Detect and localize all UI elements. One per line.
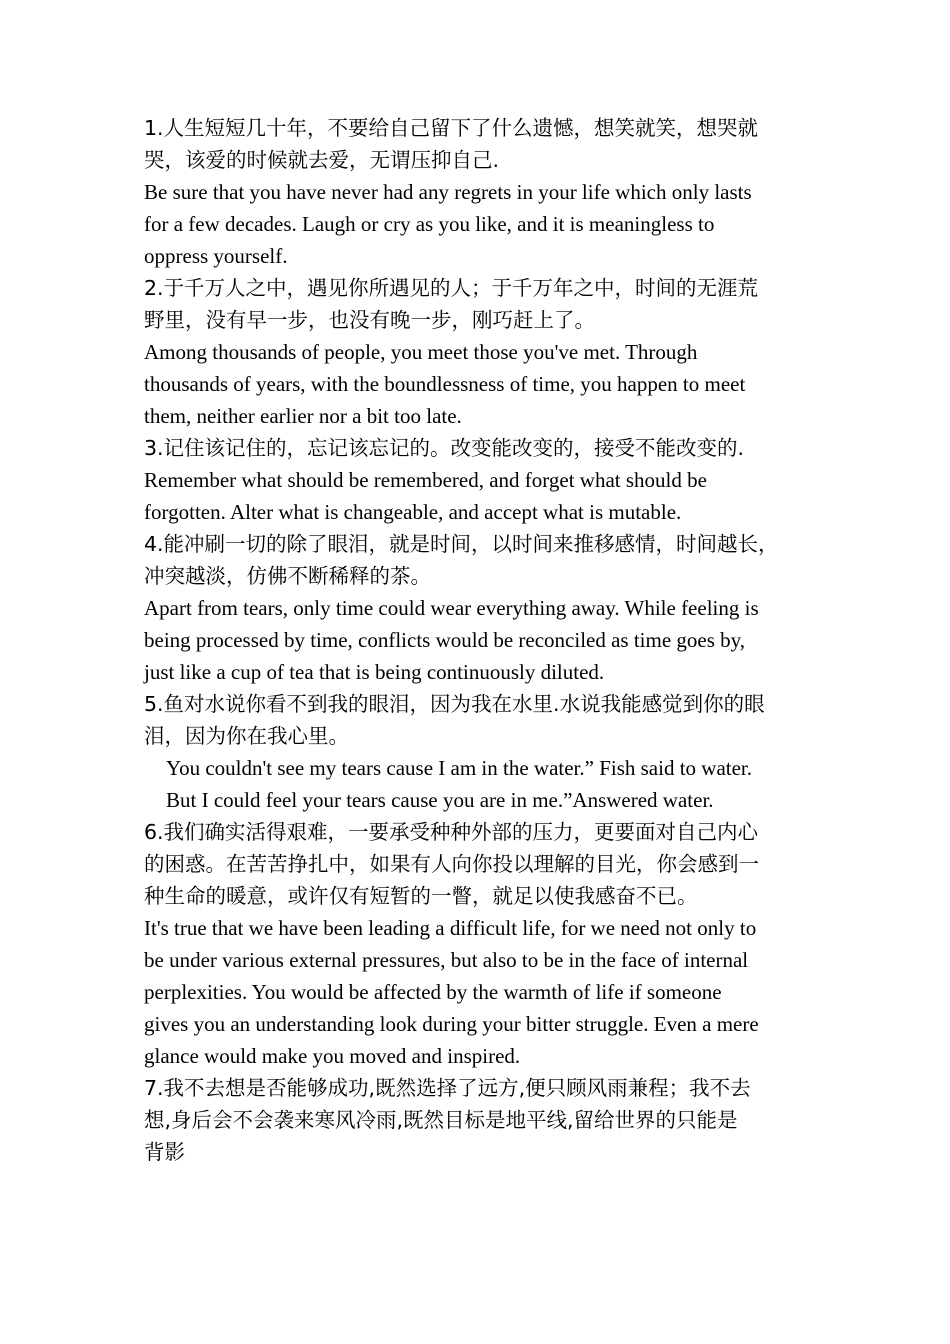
chinese-text-line: 背影 [144, 1140, 185, 1164]
english-text-line: them, neither earlier nor a bit too late. [144, 404, 462, 428]
english-text-line: be under various external pressures, but also to be in the face of internal [144, 948, 749, 972]
chinese-text-line: 2.于千万人之中，遇见你所遇见的人；于千万年之中，时间的无涯荒 [144, 276, 759, 300]
english-text-line: It's true that we have been leading a difficult life, for we need not only to [144, 916, 757, 940]
chinese-text-line: 泪，因为你在我心里。 [144, 724, 349, 748]
chinese-text-line: 野里，没有早一步，也没有晚一步，刚巧赶上了。 [144, 308, 595, 332]
chinese-text-line: 的困惑。在苦苦挣扎中，如果有人向你投以理解的目光，你会感到一 [144, 852, 759, 876]
english-text-line: being processed by time, conflicts would be reconciled as time goes by, [144, 628, 746, 652]
chinese-text-line: 6.我们确实活得艰难，一要承受种种外部的压力，更要面对自己内心 [144, 820, 759, 844]
chinese-text-line: 4.能冲刷一切的除了眼泪，就是时间，以时间来推移感情，时间越长， [144, 532, 779, 556]
english-text-line: Remember what should be remembered, and forget what should be [144, 468, 707, 492]
quote-entry-7 [144, 1072, 812, 1168]
chinese-text-line: 5.鱼对水说你看不到我的眼泪，因为我在水里.水说我能感觉到你的眼 [144, 692, 765, 716]
document-page [144, 112, 812, 1168]
english-text-line: for a few decades. Laugh or cry as you like, and it is meaningless to [144, 212, 715, 236]
chinese-text-line: 冲突越淡，仿佛不断稀释的茶。 [144, 564, 431, 588]
english-text-line: oppress yourself. [144, 244, 288, 268]
quote-entry-4 [144, 528, 812, 688]
chinese-text-line: 7.我不去想是否能够成功,既然选择了远方,便只顾风雨兼程；我不去 [144, 1076, 751, 1100]
english-text-line: forgotten. Alter what is changeable, and accept what is mutable. [144, 500, 682, 524]
quote-entry-6 [144, 816, 812, 1072]
english-text-line: thousands of years, with the boundlessness of time, you happen to meet [144, 372, 746, 396]
english-text-line: Apart from tears, only time could wear everything away. While feeling is [144, 596, 759, 620]
quote-entry-3 [144, 432, 812, 528]
chinese-text-line: 3.记住该记住的，忘记该忘记的。改变能改变的，接受不能改变的. [144, 436, 745, 460]
chinese-text-line: 种生命的暖意，或许仅有短暂的一瞥，就足以使我感奋不已。 [144, 884, 698, 908]
chinese-text-line: 哭，该爱的时候就去爱，无谓压抑自己. [144, 148, 500, 172]
english-text-line: perplexities. You would be affected by the warmth of life if someone [144, 980, 722, 1004]
english-text-line: gives you an understanding look during your bitter struggle. Even a mere [144, 1012, 759, 1036]
english-text-line: But I could feel your tears cause you are in me.”Answered water. [166, 788, 714, 812]
quote-entry-1 [144, 112, 812, 272]
english-text-line: Be sure that you have never had any regrets in your life which only lasts [144, 180, 752, 204]
english-text-line: You couldn't see my tears cause I am in the water.” Fish said to water. [166, 756, 753, 780]
quote-entry-5 [144, 688, 812, 816]
quote-entry-2 [144, 272, 812, 432]
chinese-text-line: 想,身后会不会袭来寒风冷雨,既然目标是地平线,留给世界的只能是 [144, 1108, 738, 1132]
chinese-text-line: 1.人生短短几十年，不要给自己留下了什么遗憾，想笑就笑，想哭就 [144, 116, 759, 140]
english-text-line: glance would make you moved and inspired. [144, 1044, 521, 1068]
english-text-line: just like a cup of tea that is being continuously diluted. [144, 660, 605, 684]
english-text-line: Among thousands of people, you meet those you've met. Through [144, 340, 698, 364]
